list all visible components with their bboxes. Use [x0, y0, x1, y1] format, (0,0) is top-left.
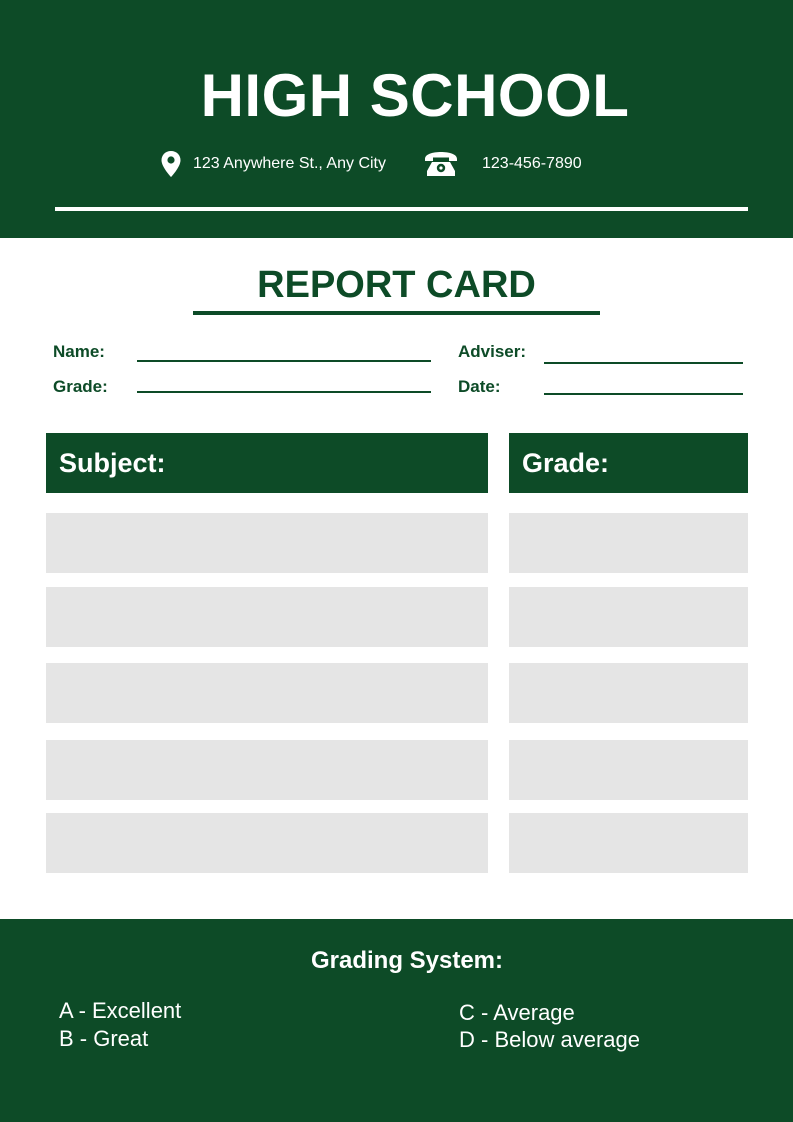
grade-cell[interactable]	[509, 587, 748, 647]
grade-cell[interactable]	[509, 740, 748, 800]
grading-system-title: Grading System:	[310, 947, 504, 974]
grade-scale-c: C - Average	[459, 1000, 575, 1025]
adviser-field[interactable]	[544, 362, 743, 364]
grade-label: Grade:	[53, 377, 108, 396]
grade-column-header: Grade:	[509, 433, 748, 493]
title-underline	[193, 311, 600, 315]
school-address: 123 Anywhere St., Any City	[193, 155, 386, 172]
subject-cell[interactable]	[46, 740, 488, 800]
name-field[interactable]	[137, 360, 431, 362]
map-pin-icon	[159, 150, 183, 178]
grade-scale-a: A - Excellent	[59, 998, 182, 1023]
report-card-title: REPORT CARD	[257, 264, 536, 306]
school-name: HIGH SCHOOL	[200, 62, 630, 129]
subject-cell[interactable]	[46, 513, 488, 573]
grade-cell[interactable]	[509, 813, 748, 873]
grade-scale-b: B - Great	[59, 1026, 149, 1051]
subject-cell[interactable]	[46, 587, 488, 647]
date-label: Date:	[458, 377, 501, 396]
date-field[interactable]	[544, 393, 743, 395]
grade-scale-d: D - Below average	[459, 1027, 640, 1052]
subject-column-header: Subject:	[46, 433, 488, 493]
header-divider	[55, 207, 748, 211]
grade-cell[interactable]	[509, 513, 748, 573]
subject-cell[interactable]	[46, 663, 488, 723]
grade-cell[interactable]	[509, 663, 748, 723]
telephone-icon	[423, 150, 459, 178]
name-label: Name:	[53, 342, 105, 361]
school-phone: 123-456-7890	[482, 155, 582, 172]
adviser-label: Adviser:	[458, 342, 527, 361]
grade-field[interactable]	[137, 391, 431, 393]
subject-cell[interactable]	[46, 813, 488, 873]
